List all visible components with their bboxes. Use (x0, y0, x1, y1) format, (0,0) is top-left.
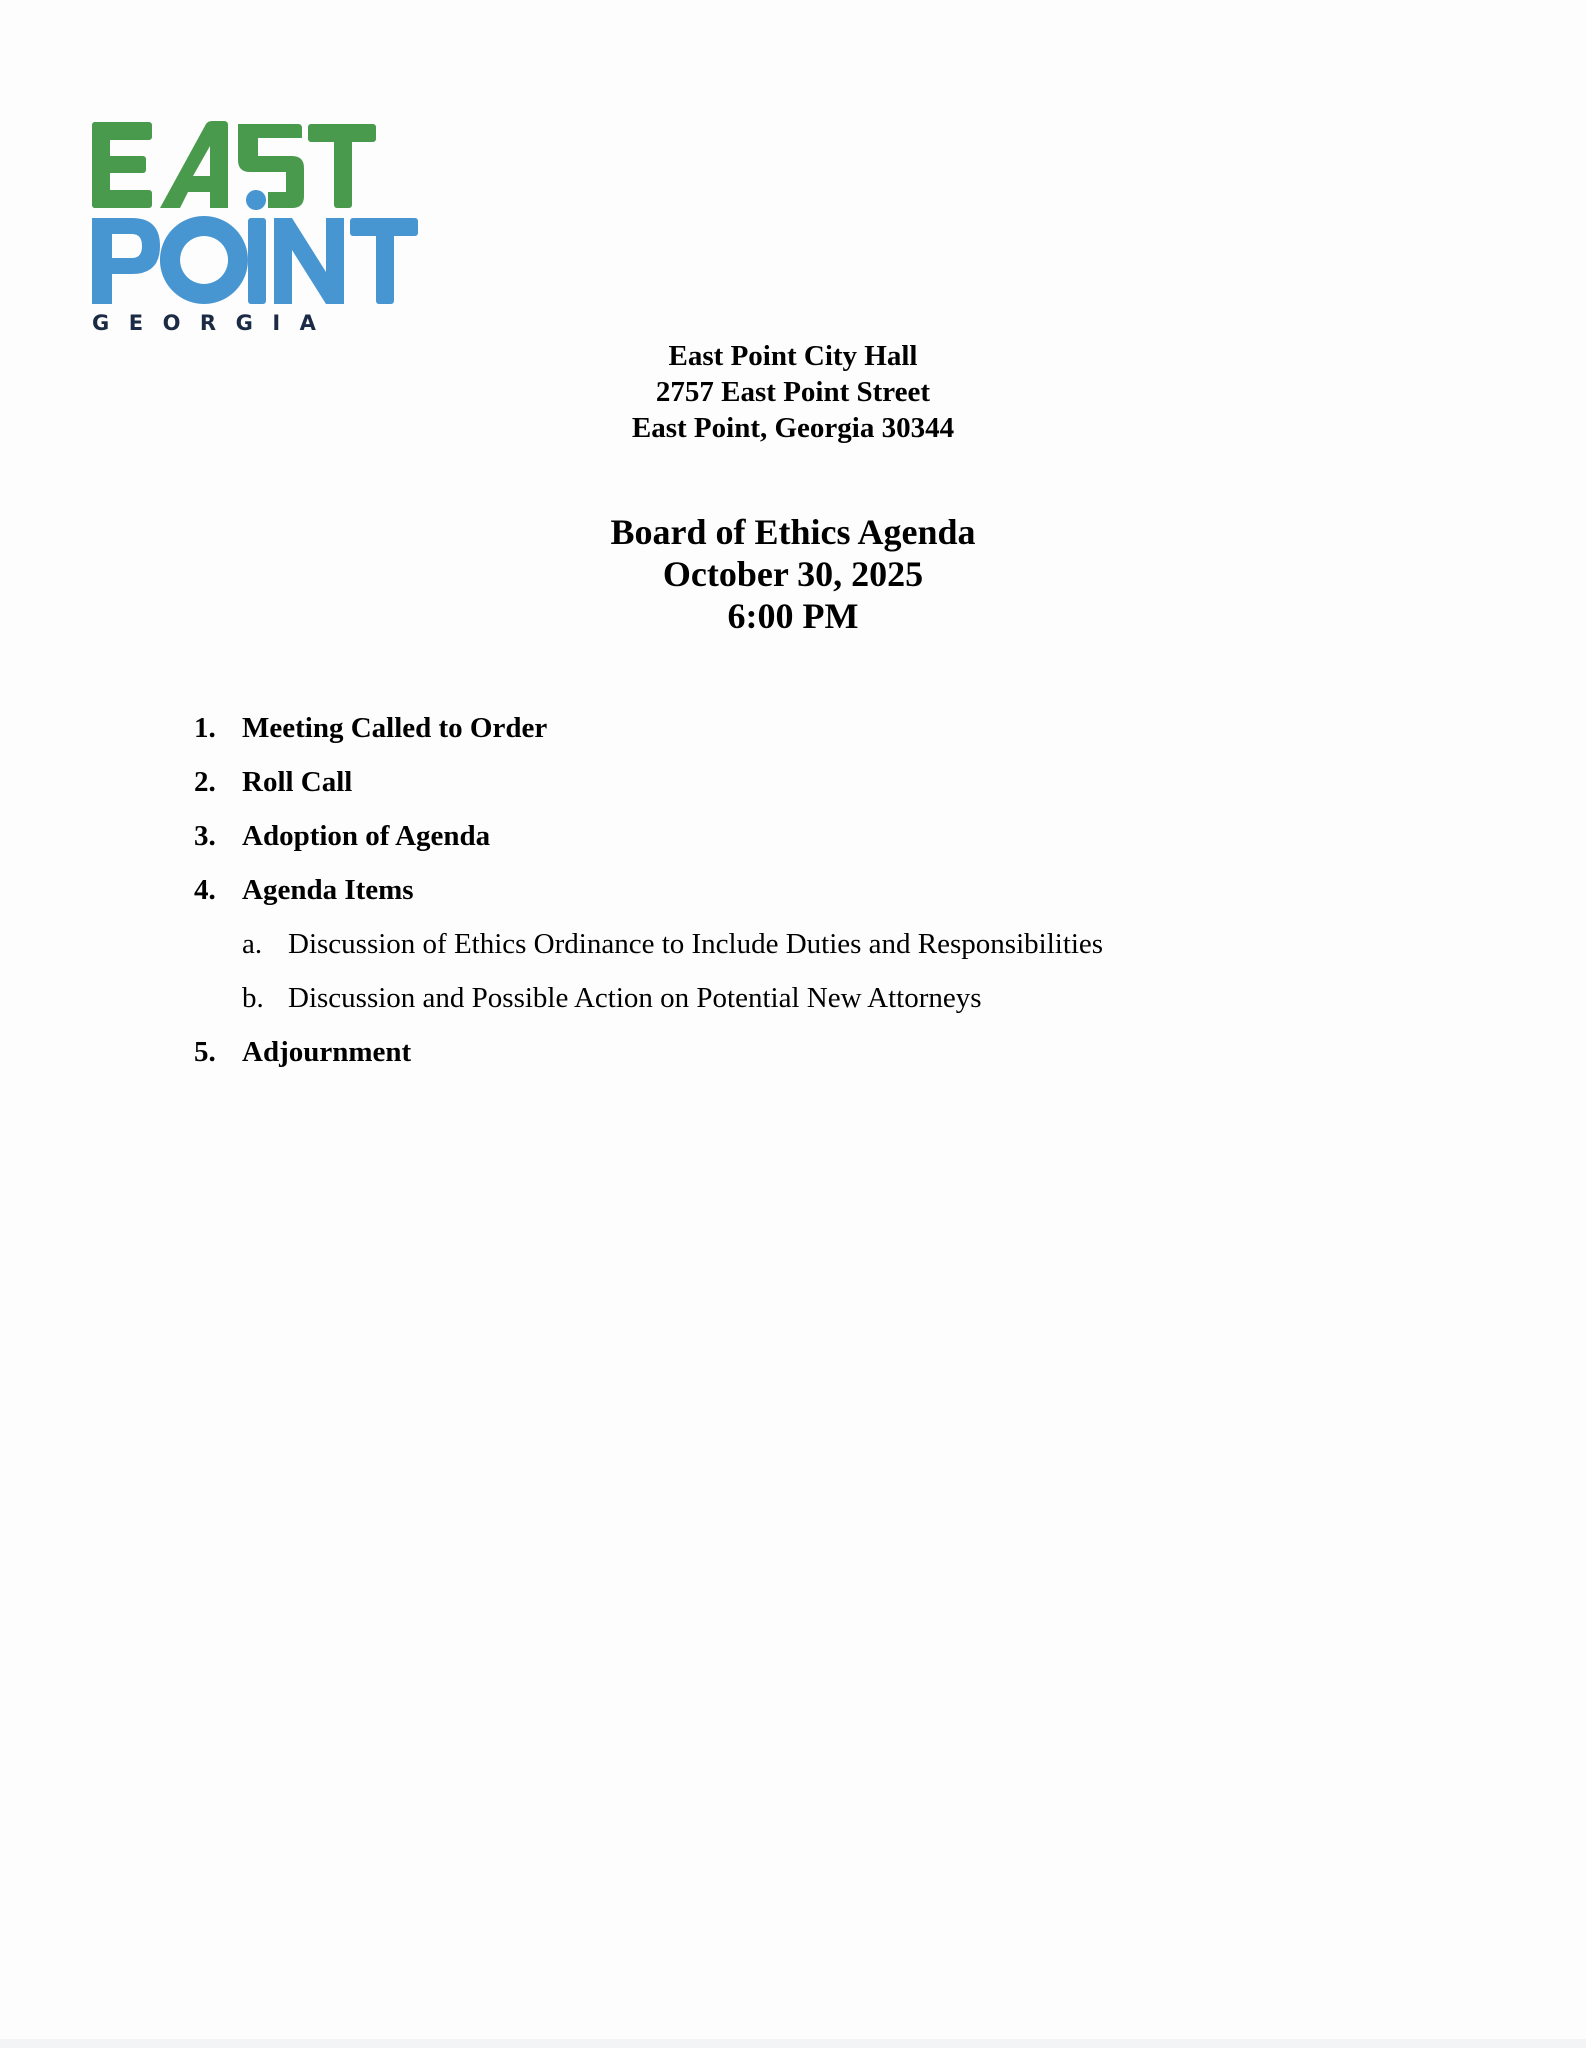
agenda-item-number: 3. (194, 820, 216, 852)
address-block (0, 338, 1586, 446)
agenda-item-label: Adjournment (242, 1036, 412, 1068)
agenda-subitem-label: Discussion of Ethics Ordinance to Include Duties and Responsibilities (288, 928, 1104, 960)
agenda-item-label: Meeting Called to Order (242, 712, 548, 744)
page-title: Board of Ethics Agenda (610, 512, 976, 552)
agenda-item-number: 4. (194, 874, 216, 906)
agenda-item-number: 5. (194, 1036, 216, 1068)
agenda-subitem-label: Discussion and Possible Action on Potential New Attorneys (288, 982, 982, 1014)
logo-dot (246, 190, 266, 210)
logo-graphic (88, 116, 428, 338)
agenda-subitem-letter: a. (242, 928, 263, 960)
logo-point-wordmark (92, 216, 418, 304)
logo-georgia-text: GEORGIA (92, 311, 336, 335)
meeting-title-block (0, 511, 1586, 637)
meeting-date: October 30, 2025 (662, 554, 924, 594)
address-building: East Point City Hall (668, 340, 918, 372)
agenda-item-label: Adoption of Agenda (242, 820, 491, 852)
east-point-georgia-logo (88, 116, 428, 338)
agenda-item-label: Agenda Items (242, 874, 414, 906)
address-street: 2757 East Point Street (655, 376, 931, 408)
agenda-item-number: 1. (194, 712, 216, 744)
meeting-time: 6:00 PM (727, 596, 859, 636)
address-city-state-zip: East Point, Georgia 30344 (631, 412, 955, 444)
bottom-page-edge (0, 2039, 1586, 2048)
logo-east-wordmark (92, 121, 376, 208)
agenda-subitem-letter: b. (242, 982, 264, 1014)
agenda-item-label: Roll Call (242, 766, 353, 798)
agenda-item-number: 2. (194, 766, 216, 798)
